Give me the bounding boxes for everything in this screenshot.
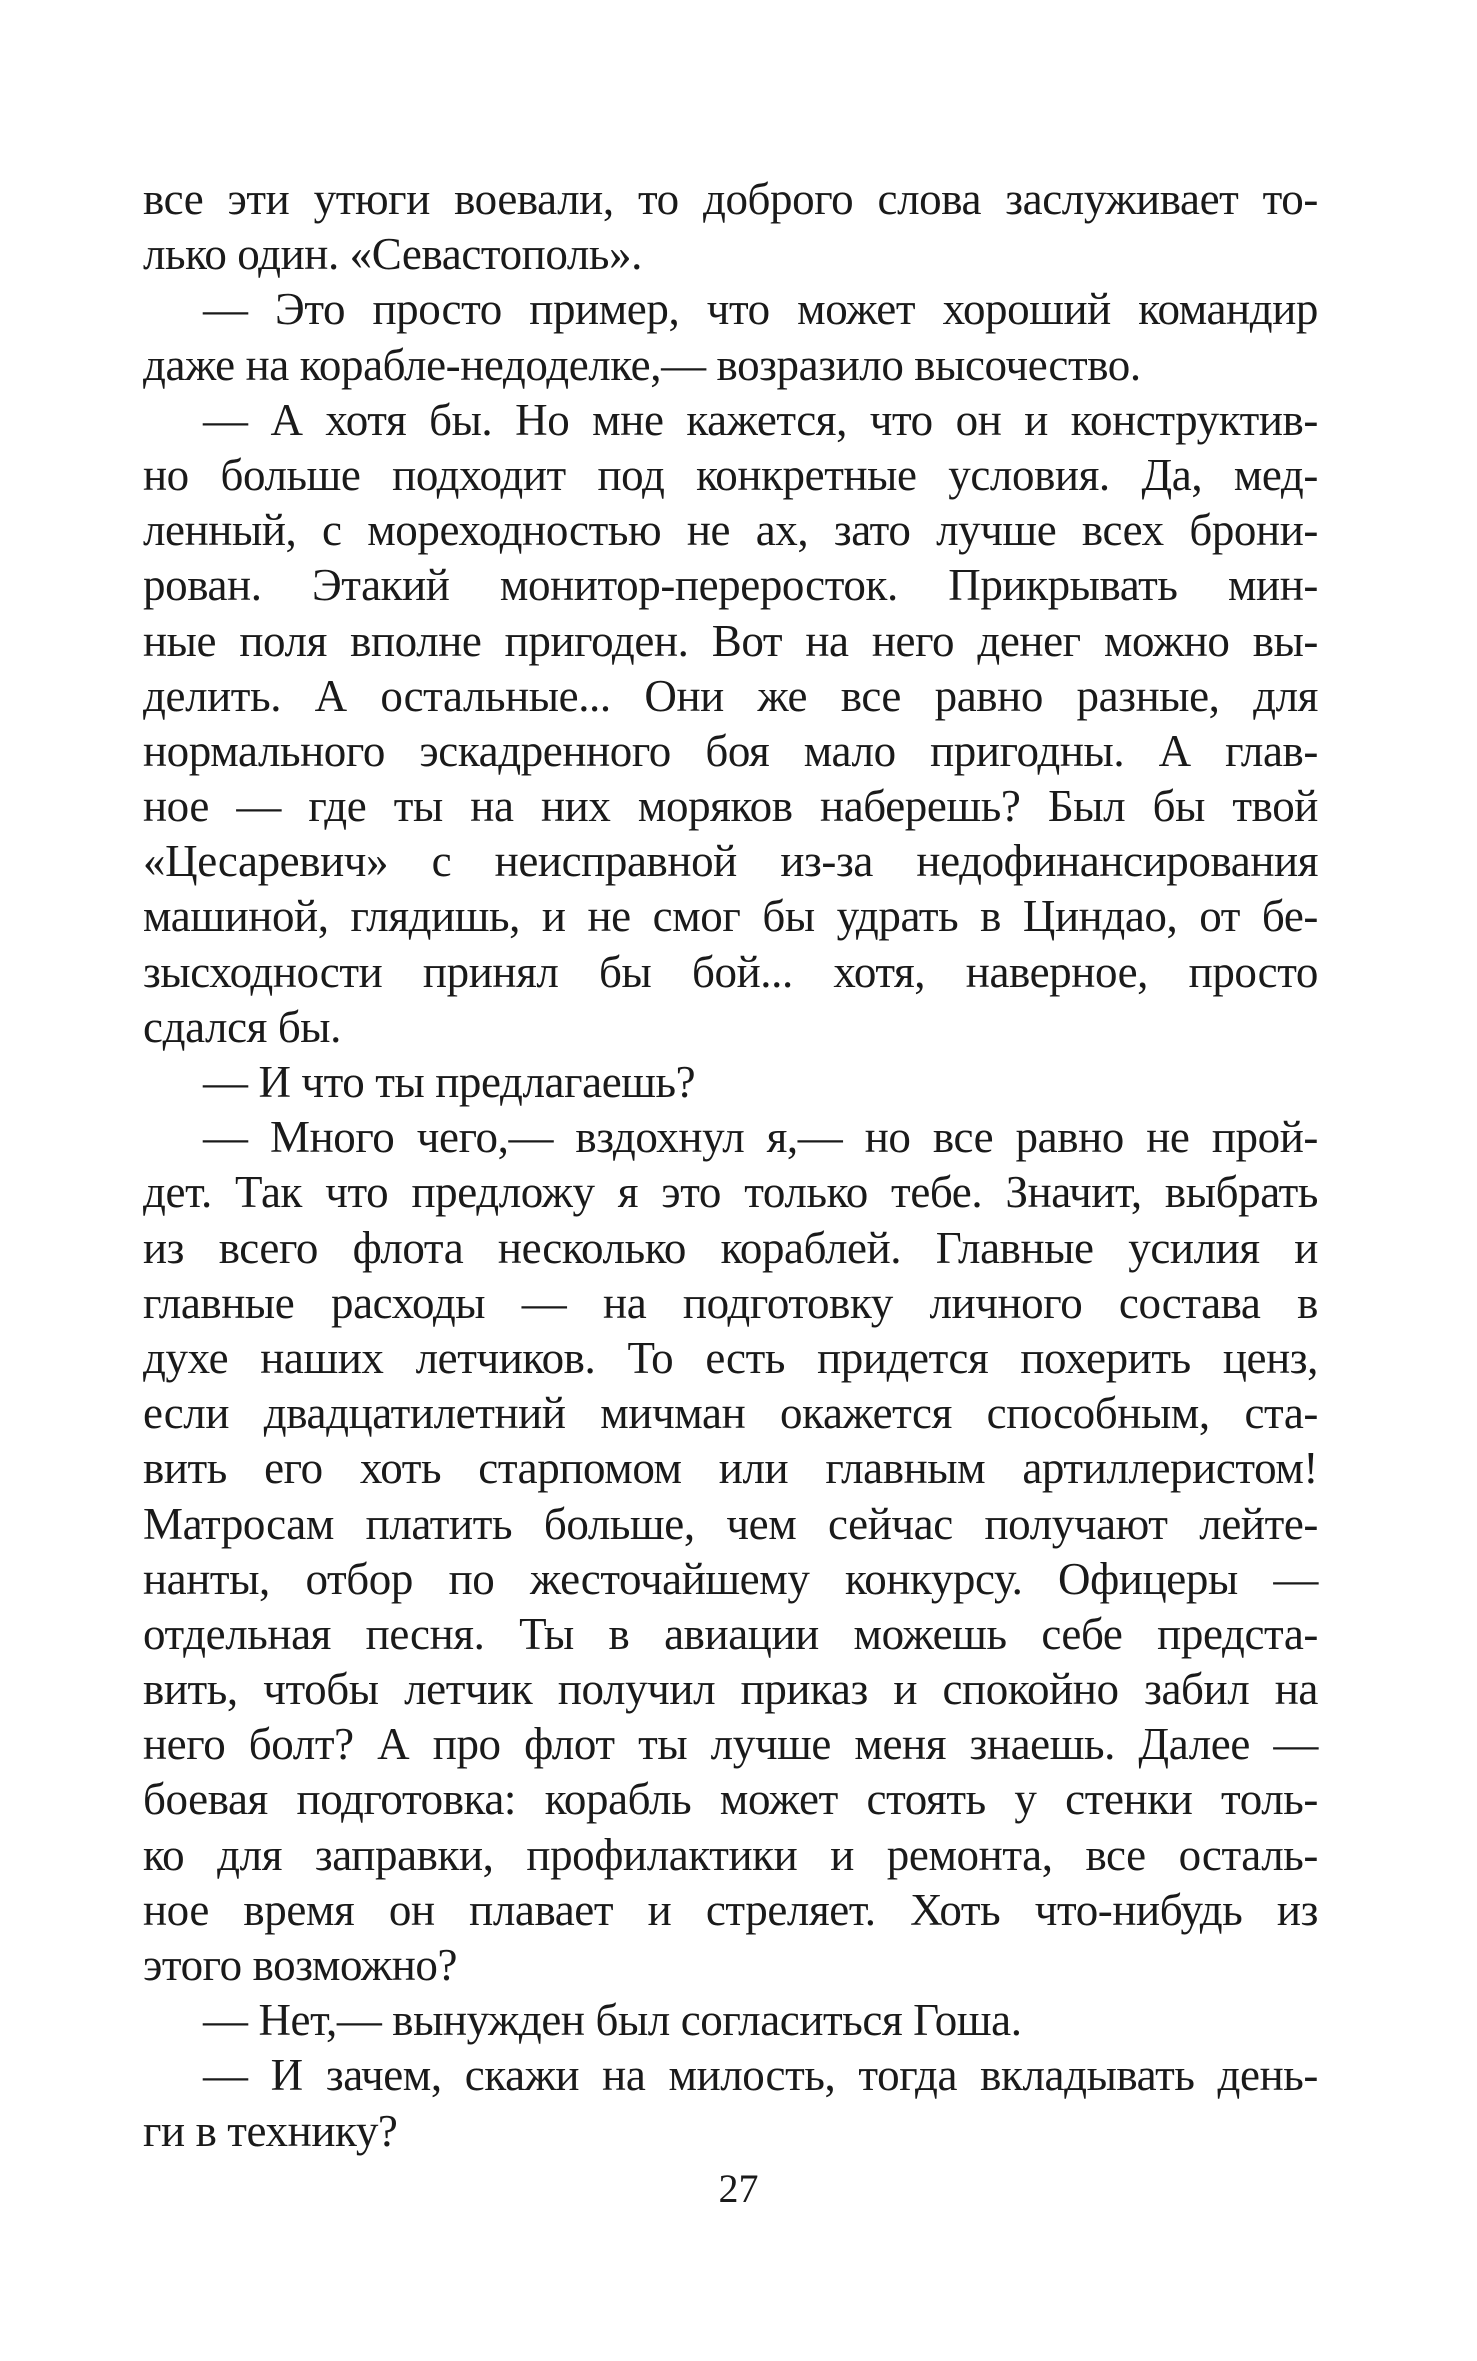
- text-line: нанты, отбор по жесточайшему конкурсу. Офицеры —: [143, 1553, 1318, 1604]
- text-line: все эти утюги воевали, то доброго слова заслуживает то-: [143, 174, 1318, 224]
- text-line: ное время он плавает и стреляет. Хоть что-нибудь из: [143, 1884, 1318, 1935]
- text-line: из всего флота несколько кораблей. Главные усилия и: [143, 1222, 1318, 1273]
- text-line: рован. Этакий монитор-переросток. Прикрывать мин-: [143, 560, 1318, 611]
- text-line: нормального эскадренного боя мало пригодны. А глав-: [143, 725, 1318, 776]
- text-line: — Это просто пример, что может хороший командир: [203, 284, 1318, 335]
- text-line: сдался бы.: [143, 1001, 341, 1052]
- text-line: — И зачем, скажи на милость, тогда вкладывать день-: [203, 2050, 1318, 2101]
- body-text: [143, 172, 1318, 2159]
- text-line: отдельная песня. Ты в авиации можешь себе предста-: [143, 1608, 1318, 1659]
- text-line: ко для заправки, профилактики и ремонта, все осталь-: [143, 1829, 1318, 1880]
- text-line: — Много чего,— вздохнул я,— но все равно не прой-: [203, 1112, 1318, 1163]
- text-line: ленный, с мореходностью не ах, зато лучше всех брони-: [143, 505, 1318, 556]
- text-line: вить, чтобы летчик получил приказ и спокойно забил на: [143, 1664, 1318, 1715]
- text-line: дет. Так что предложу я это только тебе. Значит, выбрать: [143, 1167, 1318, 1218]
- text-line: этого возможно?: [143, 1940, 458, 1990]
- text-line: духе наших летчиков. То есть придется похерить ценз,: [143, 1332, 1318, 1383]
- text-line: но больше подходит под конкретные условия. Да, мед-: [143, 449, 1318, 500]
- text-line: — И что ты предлагаешь?: [203, 1057, 696, 1107]
- text-line: зысходности принял бы бой... хотя, наверное, просто: [143, 946, 1318, 997]
- text-line: главные расходы — на подготовку личного состава в: [143, 1277, 1318, 1328]
- text-line: — А хотя бы. Но мне кажется, что он и конструктив-: [203, 394, 1318, 445]
- text-line: делить. А остальные... Они же все равно разные, для: [143, 670, 1318, 721]
- text-line: вить его хоть старпомом или главным артиллеристом!: [143, 1443, 1318, 1494]
- text-line: машиной, глядишь, и не смог бы удрать в Циндао, от бе-: [143, 891, 1318, 942]
- text-line: ные поля вполне пригоден. Вот на него денег можно вы-: [143, 615, 1318, 666]
- text-line: ное — где ты на них моряков наберешь? Был бы твой: [143, 781, 1318, 832]
- page-number: 27: [718, 2166, 759, 2211]
- text-line: «Цесаревич» с неисправной из-за недофинансирования: [143, 836, 1318, 887]
- text-line: лько один. «Севастополь».: [143, 229, 642, 280]
- text-line: даже на корабле-недоделке,— возразило высочество.: [143, 339, 1141, 390]
- text-line: — Нет,— вынужден был согласиться Гоша.: [203, 1995, 1022, 2046]
- text-line: него болт? А про флот ты лучше меня знаешь. Далее —: [143, 1719, 1318, 1770]
- text-line: боевая подготовка: корабль может стоять у стенки толь-: [143, 1774, 1318, 1825]
- text-line: Матросам платить больше, чем сейчас получают лейте-: [143, 1498, 1318, 1549]
- text-line: ги в технику?: [143, 2105, 398, 2156]
- text-line: если двадцатилетний мичман окажется способным, ста-: [143, 1388, 1318, 1439]
